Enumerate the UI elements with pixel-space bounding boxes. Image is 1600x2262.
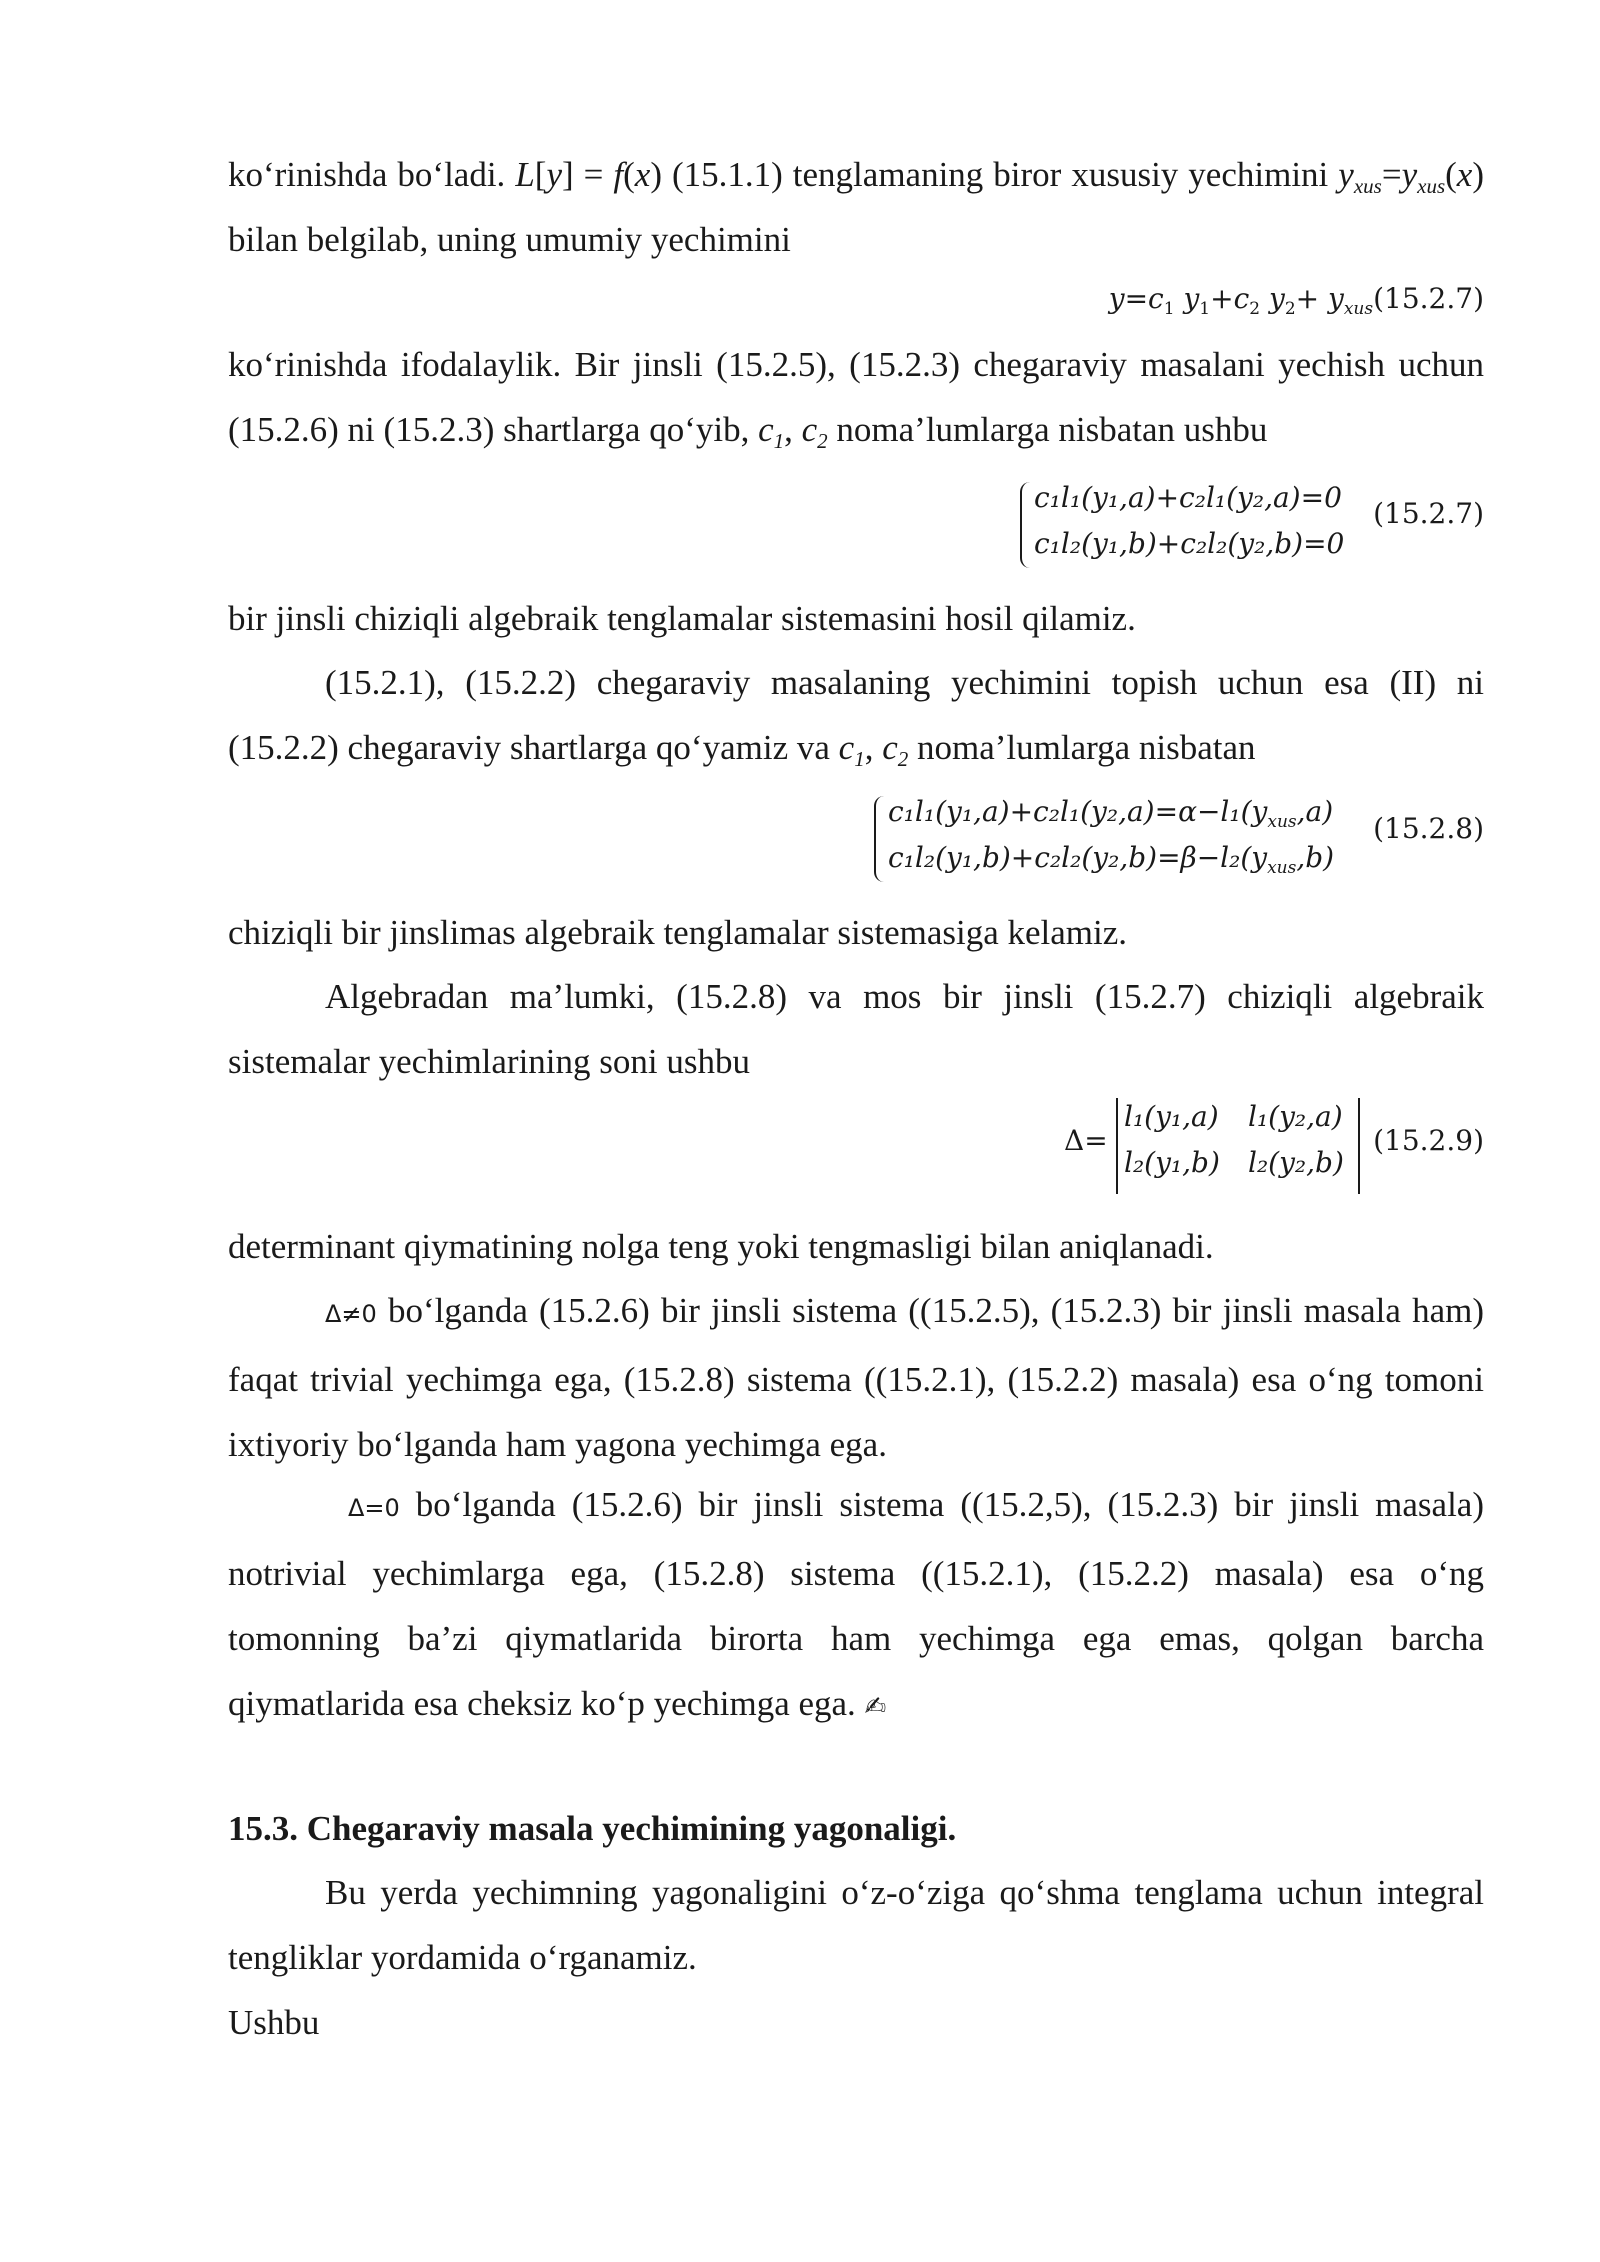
math-var: y — [1338, 155, 1354, 194]
math-subscript: 2 — [817, 429, 828, 453]
eq-sub: xus — [1343, 299, 1374, 319]
eq-sub: xus — [1267, 812, 1297, 832]
system-row-2 — [888, 841, 1335, 878]
math-var: x — [1456, 155, 1473, 194]
math-var: f — [613, 155, 624, 194]
text-run: ko‘rinishda bo‘ladi. — [228, 155, 516, 194]
text-run: (15.2.1), (15.2.2) chegaraviy masalaning yechimini topish uchun esa (II) ni (15.2.2) chegaraviy shartlarga qo‘yamiz va — [228, 663, 1484, 767]
text-run: bo‘lganda (15.2.6) bir jinsli sistema ((15.2,5), (15.2.3) bir jinsli masala) notrivial yechimlarga ega, (15.2.8) sistema ((15.2.1), (15.2.2) masala) esa o‘ng tomonning ba’zi qiymatlarida birorta ham yechimga ega emas, qolgan barcha qiymatlarida esa cheksiz ko‘p yechimga ega. — [228, 1485, 1484, 1723]
math-subscript: 2 — [897, 747, 909, 771]
text-run: ] = — [561, 155, 614, 194]
text-run: noma’lumlarga nisbatan ushbu — [827, 410, 1268, 449]
determinant-bar-right — [1358, 1098, 1360, 1194]
text-run: ( — [1445, 155, 1457, 194]
text-run: bo‘lganda (15.2.6) bir jinsli sistema ((15.2.5), (15.2.3) bir jinsli masala ham) faqat trivial yechimga ega, (15.2.8) sistema ((15.2.1), (15.2.2) masala) esa o‘ng tomoni ixtiyoriy bo‘lganda ham yagona yechimga ega. — [228, 1291, 1484, 1464]
equation-number: (15.2.7) — [1373, 497, 1484, 530]
equation-number: (15.2.8) — [1373, 812, 1484, 845]
system-row-2: c₁l₂(y₁,b)+c₂l₂(y₂,b)=0 — [1034, 527, 1345, 560]
determinant-cell: l₂(y₂,b) — [1248, 1146, 1344, 1179]
eq-sub: xus — [1267, 858, 1297, 878]
paragraph-uniqueness: Bu yerda yechimning yagonaligini o‘z-o‘ziga qo‘shma tenglama uchun integral tengliklar yordamida o‘rganamiz. — [228, 1873, 1484, 1977]
system-brace — [874, 796, 886, 882]
math-var: y — [1401, 155, 1418, 194]
eq-term: y — [1174, 282, 1200, 315]
delta-symbol: Δ=0 — [348, 1494, 400, 1522]
paragraph-algebra: Algebradan ma’lumki, (15.2.8) va mos bir jinsli (15.2.7) chiziqli algebraik sistemalar yechimlarining soni ushbu — [228, 977, 1484, 1081]
determinant-cell: l₁(y₁,a) — [1124, 1100, 1219, 1133]
eq-term: ,a) — [1296, 795, 1334, 828]
eq-sub: 2 — [1284, 299, 1296, 319]
eq-term: +c — [1210, 282, 1250, 315]
eq-term: c₁l₂(y₁,b)+c₂l₂(y₂,b)=β−l₂(y — [888, 841, 1268, 874]
paragraph-nonhomogeneous — [228, 650, 1484, 780]
text-run: noma’lumlarga nisbatan — [908, 728, 1256, 767]
math-var: c — [801, 410, 818, 449]
math-var: c — [838, 728, 855, 767]
text-run: , — [784, 410, 802, 449]
writing-hand-icon: ✍ — [864, 1692, 887, 1722]
section-heading: 15.3. Chegaraviy masala yechimining yagonaligi. — [228, 1809, 957, 1848]
eq-sub: 1 — [1163, 299, 1175, 319]
math-var: c — [758, 410, 774, 449]
paragraph-homogeneous — [228, 332, 1484, 462]
math-var: y — [546, 155, 562, 194]
equation-number: (15.2.7) — [1373, 282, 1484, 315]
paragraph-system-nonhom: chiziqli bir jinslimas algebraik tenglamalar sistemasiga kelamiz. — [228, 913, 1128, 952]
determinant-cell: l₁(y₂,a) — [1248, 1100, 1343, 1133]
determinant-lhs: Δ= — [1064, 1124, 1108, 1157]
math-var: L — [515, 155, 535, 194]
equation-general-solution — [1108, 282, 1484, 319]
text-run: ) (15.1.1) tenglamaning biror xususiy yechimini — [650, 155, 1339, 194]
math-var: c — [882, 728, 898, 767]
system-row-1: c₁l₁(y₁,a)+c₂l₁(y₂,a)=0 — [1034, 481, 1342, 514]
delta-symbol: Δ≠0 — [325, 1300, 377, 1328]
paragraph-delta-zero — [228, 1472, 1484, 1740]
eq-sub: 2 — [1249, 299, 1261, 319]
paragraph-ushbu: Ushbu — [228, 2003, 320, 2042]
paragraph-intro — [228, 142, 1484, 272]
text-run: ko‘rinishda ifodalaylik. Bir jinsli (15.2.5), (15.2.3) chegaraviy masalani yechish uchun (15.2.6) ni (15.2.3) shartlarga qo‘yib, — [228, 345, 1484, 449]
equation-number: (15.2.9) — [1373, 1124, 1484, 1157]
paragraph-delta-nonzero — [228, 1278, 1484, 1477]
eq-term: ,b) — [1296, 841, 1335, 874]
eq-term: y — [1260, 282, 1285, 315]
eq-term: y=c — [1108, 282, 1164, 315]
system-row-1 — [888, 795, 1334, 832]
system-brace — [1020, 482, 1032, 568]
text-run: [ — [534, 155, 547, 194]
math-var: x — [634, 155, 651, 194]
math-subscript: 1 — [854, 747, 865, 771]
eq-term: c₁l₁(y₁,a)+c₂l₁(y₂,a)=α−l₁(y — [888, 795, 1268, 828]
text-run: = — [1381, 155, 1402, 194]
eq-term: + y — [1295, 282, 1344, 315]
determinant-bar-left — [1116, 1098, 1118, 1194]
eq-sub: 1 — [1199, 299, 1211, 319]
text-run: ( — [623, 155, 635, 194]
text-run: ) bilan belgilab, uning umumiy yechimini — [228, 155, 1484, 259]
math-subscript: 1 — [773, 429, 785, 453]
math-subscript: xus — [1417, 174, 1446, 198]
math-subscript: xus — [1353, 174, 1382, 198]
paragraph-determinant: determinant qiymatining nolga teng yoki tengmasligi bilan aniqlanadi. — [228, 1227, 1214, 1266]
text-run: , — [864, 728, 883, 767]
determinant-cell: l₂(y₁,b) — [1124, 1146, 1220, 1179]
paragraph-system-result: bir jinsli chiziqli algebraik tenglamalar sistemasini hosil qilamiz. — [228, 599, 1136, 638]
